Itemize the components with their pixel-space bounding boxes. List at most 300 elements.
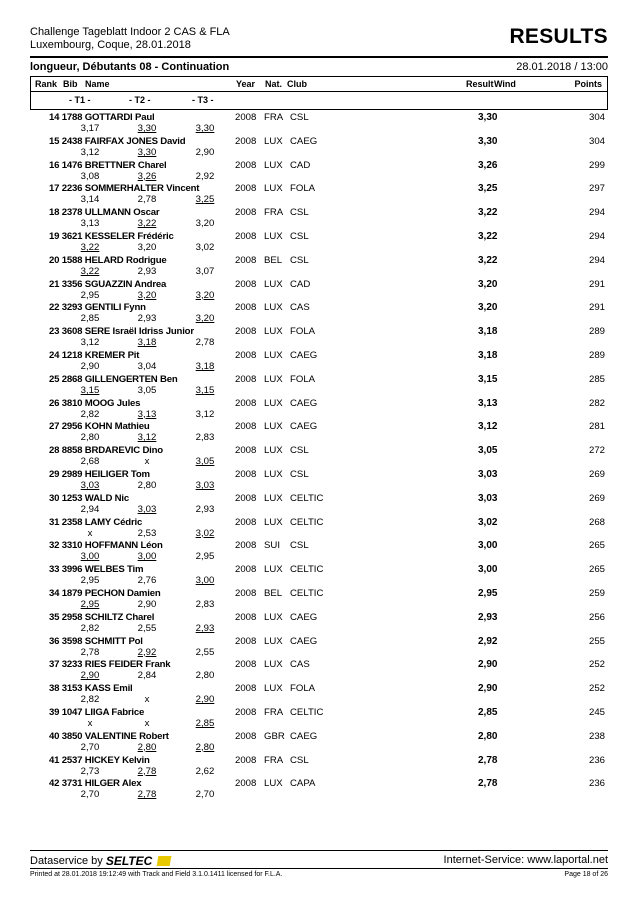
nationality: LUX (264, 445, 283, 457)
attempt-2: 2,55 (137, 622, 157, 634)
club: CSL (290, 230, 309, 242)
header-divider (30, 56, 608, 58)
athlete-name: 22 3293 GENTILI Fynn (49, 302, 146, 314)
year-of-birth: 2008 (235, 135, 257, 147)
club: CSL (290, 254, 309, 266)
points: 294 (588, 207, 605, 219)
result: 3,22 (478, 254, 498, 266)
year-of-birth: 2008 (235, 611, 257, 623)
attempt-1: 2,94 (80, 503, 100, 515)
attempt-1: 3,03 (80, 479, 100, 491)
attempt-2: 3,26 (137, 170, 157, 182)
club: CELTIC (290, 516, 324, 528)
athlete-name: 41 2537 HICKEY Kelvin (49, 754, 150, 766)
table-row (0, 350, 638, 374)
attempt-3: 2,95 (195, 551, 215, 563)
points: 285 (588, 373, 605, 385)
year-of-birth: 2008 (235, 302, 257, 314)
year-of-birth: 2008 (235, 373, 257, 385)
club: CAD (290, 278, 311, 290)
attempt-1: 2,95 (80, 289, 100, 301)
nationality: FRA (264, 207, 284, 219)
athlete-name: 40 3850 VALENTINE Robert (49, 730, 169, 742)
table-row (0, 707, 638, 731)
table-row (0, 659, 638, 683)
points: 291 (588, 278, 605, 290)
attempt-1: 2,82 (80, 408, 100, 420)
attempt-1: 2,82 (80, 694, 100, 706)
club: CSL (290, 540, 309, 552)
athlete-name: 33 3996 WELBES Tim (49, 564, 144, 576)
points: 304 (588, 135, 605, 147)
attempt-1: 2,70 (80, 741, 100, 753)
table-row (0, 160, 638, 184)
competition-title: longueur, Débutants 08 - Continuation (30, 61, 230, 73)
seltec-logo (106, 854, 174, 868)
attempt-2: 2,78 (137, 789, 157, 801)
club: FOLA (290, 373, 316, 385)
attempt-3: 2,92 (195, 170, 215, 182)
attempt-3: 3,20 (195, 218, 215, 230)
nationality: LUX (264, 326, 283, 338)
result: 3,20 (478, 278, 498, 290)
athlete-name: 20 1588 HELARD Rodrigue (49, 254, 167, 266)
athlete-name: 16 1476 BRETTNER Charel (49, 159, 167, 171)
club: CAS (290, 302, 310, 314)
athlete-name: 24 1218 KREMER Pit (49, 349, 140, 361)
athlete-name: 14 1788 GOTTARDI Paul (49, 112, 155, 123)
athlete-name: 19 3621 KESSELER Frédéric (49, 230, 174, 242)
points: 289 (588, 349, 605, 361)
nationality: LUX (264, 230, 283, 242)
attempt-1: 2,90 (80, 360, 100, 372)
club: CAEG (290, 135, 318, 147)
athlete-name: 25 2868 GILLENGERTEN Ben (49, 373, 178, 385)
result: 3,20 (478, 302, 498, 314)
club: CAEG (290, 611, 318, 623)
table-row (0, 374, 638, 398)
column-header-result: Result (466, 79, 494, 89)
nationality: FRA (264, 754, 284, 766)
year-of-birth: 2008 (235, 492, 257, 504)
result: 2,78 (478, 778, 498, 790)
attempt-1: 3,00 (80, 551, 100, 563)
attempt-3: 2,80 (195, 670, 215, 682)
attempt-3: 2,93 (195, 503, 215, 515)
nationality: LUX (264, 159, 283, 171)
result: 2,78 (478, 754, 498, 766)
attempt-3: 2,80 (195, 741, 215, 753)
athlete-name: 42 3731 HILGER Alex (49, 778, 142, 790)
attempt-2: 2,76 (137, 575, 157, 587)
club: CSL (290, 207, 309, 219)
column-header-t1: - T1 - (69, 95, 91, 105)
points: 272 (588, 445, 605, 457)
result: 3,13 (478, 397, 498, 409)
points: 268 (588, 516, 605, 528)
dataservice-credit (30, 854, 174, 868)
result: 2,90 (478, 683, 498, 695)
attempt-3: 3,20 (195, 313, 215, 325)
nationality: LUX (264, 183, 283, 195)
attempt-3: 2,83 (195, 598, 215, 610)
result: 3,22 (478, 230, 498, 242)
attempt-1: 3,12 (80, 337, 100, 349)
year-of-birth: 2008 (235, 754, 257, 766)
attempt-2: 3,12 (137, 432, 157, 444)
club: CAEG (290, 421, 318, 433)
nationality: LUX (264, 421, 283, 433)
points: 252 (588, 683, 605, 695)
footer-divider-2 (30, 868, 608, 869)
attempt-3: 3,07 (195, 265, 215, 277)
attempt-3: 2,93 (195, 622, 215, 634)
athlete-name: 18 2378 ULLMANN Oscar (49, 207, 160, 219)
column-header-t2: - T2 - (129, 95, 151, 105)
result: 3,12 (478, 421, 498, 433)
attempt-2: 3,05 (137, 384, 157, 396)
nationality: LUX (264, 492, 283, 504)
attempt-3: 2,90 (195, 694, 215, 706)
table-row (0, 445, 638, 469)
club: CAEG (290, 730, 318, 742)
attempt-1: 3,22 (80, 241, 100, 253)
athlete-name: 29 2989 HEILIGER Tom (49, 468, 150, 480)
attempt-2: 3,04 (137, 360, 157, 372)
nationality: BEL (264, 587, 283, 599)
attempt-1: 2,73 (80, 765, 100, 777)
result: 3,25 (478, 183, 498, 195)
athlete-name: 23 3608 SERE Israël Idriss Junior (49, 326, 194, 338)
table-row (0, 279, 638, 303)
table-header (30, 76, 608, 110)
attempt-1: 2,78 (80, 646, 100, 658)
result: 2,80 (478, 730, 498, 742)
table-row (0, 683, 638, 707)
nationality: LUX (264, 373, 283, 385)
year-of-birth: 2008 (235, 159, 257, 171)
year-of-birth: 2008 (235, 278, 257, 290)
points: 289 (588, 326, 605, 338)
attempt-3: 3,20 (195, 289, 215, 301)
column-header-name: Name (85, 79, 110, 89)
table-row (0, 231, 638, 255)
club: CAD (290, 159, 311, 171)
result: 3,03 (478, 468, 498, 480)
attempt-2: 3,20 (137, 241, 157, 253)
athlete-name: 36 3598 SCHMITT Pol (49, 635, 143, 647)
result: 3,02 (478, 516, 498, 528)
nationality: LUX (264, 564, 283, 576)
year-of-birth: 2008 (235, 587, 257, 599)
athlete-name: 32 3310 HOFFMANN Léon (49, 540, 163, 552)
athlete-name: 15 2438 FAIRFAX JONES David (49, 135, 186, 147)
result: 2,85 (478, 706, 498, 718)
athlete-name: 28 8858 BRDAREVIC Dino (49, 445, 163, 457)
year-of-birth: 2008 (235, 516, 257, 528)
athlete-name: 34 1879 PECHON Damien (49, 587, 161, 599)
column-header-wind: Wind (494, 79, 516, 89)
athlete-name: 26 3810 MOOG Jules (49, 397, 141, 409)
attempt-3: 3,18 (195, 360, 215, 372)
event-title: Challenge Tageblatt Indoor 2 CAS & FLA (30, 26, 230, 38)
nationality: LUX (264, 778, 283, 790)
club: CSL (290, 468, 309, 480)
attempt-3: 2,90 (195, 146, 215, 158)
nationality: LUX (264, 135, 283, 147)
club: CELTIC (290, 564, 324, 576)
club: CELTIC (290, 492, 324, 504)
attempt-2: 3,03 (137, 503, 157, 515)
points: 294 (588, 230, 605, 242)
attempt-1: x (87, 527, 93, 539)
attempt-1: 3,13 (80, 218, 100, 230)
year-of-birth: 2008 (235, 397, 257, 409)
points: 282 (588, 397, 605, 409)
attempt-2: x (144, 456, 150, 468)
points: 265 (588, 564, 605, 576)
attempt-3: 3,02 (195, 527, 215, 539)
nationality: LUX (264, 278, 283, 290)
points: 294 (588, 254, 605, 266)
attempt-2: 3,13 (137, 408, 157, 420)
attempt-3: 3,05 (195, 456, 215, 468)
table-row (0, 421, 638, 445)
table-row (0, 517, 638, 541)
club: FOLA (290, 683, 316, 695)
points: 236 (588, 754, 605, 766)
competition-datetime: 28.01.2018 / 13:00 (516, 61, 608, 73)
result: 3,05 (478, 445, 498, 457)
year-of-birth: 2008 (235, 349, 257, 361)
attempt-2: 2,93 (137, 313, 157, 325)
points: 255 (588, 635, 605, 647)
results-table (0, 112, 638, 802)
attempt-1: 2,80 (80, 432, 100, 444)
page-number: Page 18 of 26 (564, 871, 608, 878)
result: 2,92 (478, 635, 498, 647)
table-row (0, 612, 638, 636)
footer-divider (30, 850, 608, 851)
athlete-name: 37 3233 RIES FEIDER Frank (49, 659, 171, 671)
club: CSL (290, 445, 309, 457)
attempt-2: 3,20 (137, 289, 157, 301)
page-header (0, 0, 638, 60)
nationality: LUX (264, 397, 283, 409)
points: 297 (588, 183, 605, 195)
column-header-bib: Bib (63, 79, 78, 89)
attempt-3: 2,85 (195, 717, 215, 729)
nationality: LUX (264, 516, 283, 528)
attempt-1: 2,85 (80, 313, 100, 325)
nationality: LUX (264, 302, 283, 314)
nationality: BEL (264, 254, 283, 266)
column-header-club: Club (287, 79, 307, 89)
result: 2,93 (478, 611, 498, 623)
attempt-1: 2,82 (80, 622, 100, 634)
nationality: FRA (264, 112, 284, 123)
attempt-2: 2,78 (137, 765, 157, 777)
points: 236 (588, 778, 605, 790)
seltec-logo-text: SELTEC (105, 854, 153, 868)
attempt-1: 3,15 (80, 384, 100, 396)
attempt-3: 3,03 (195, 479, 215, 491)
attempt-2: 3,18 (137, 337, 157, 349)
year-of-birth: 2008 (235, 706, 257, 718)
result: 3,18 (478, 349, 498, 361)
table-row (0, 778, 638, 802)
table-row (0, 540, 638, 564)
year-of-birth: 2008 (235, 326, 257, 338)
club: CAS (290, 659, 310, 671)
attempt-3: 2,70 (195, 789, 215, 801)
points: 304 (588, 112, 605, 123)
points: 238 (588, 730, 605, 742)
result: 2,90 (478, 659, 498, 671)
table-row (0, 636, 638, 660)
nationality: LUX (264, 659, 283, 671)
club: CAPA (290, 778, 316, 790)
table-row (0, 136, 638, 160)
club: CAEG (290, 635, 318, 647)
result: 2,95 (478, 587, 498, 599)
nationality: LUX (264, 468, 283, 480)
column-header-nat: Nat. (265, 79, 283, 89)
nationality: LUX (264, 611, 283, 623)
attempt-2: 2,84 (137, 670, 157, 682)
year-of-birth: 2008 (235, 730, 257, 742)
attempt-3: 3,30 (195, 123, 215, 134)
athlete-name: 38 3153 KASS Emil (49, 683, 133, 695)
event-place: Luxembourg, Coque, 28.01.2018 (30, 39, 191, 51)
nationality: LUX (264, 635, 283, 647)
result: 3,15 (478, 373, 498, 385)
attempt-2: 3,00 (137, 551, 157, 563)
result: 3,00 (478, 564, 498, 576)
table-row (0, 755, 638, 779)
dataservice-label: Dataservice by (30, 854, 103, 867)
nationality: FRA (264, 706, 284, 718)
attempt-1: 3,14 (80, 194, 100, 206)
table-row (0, 255, 638, 279)
attempt-3: 3,00 (195, 575, 215, 587)
attempt-3: 3,15 (195, 384, 215, 396)
attempt-1: 2,95 (80, 598, 100, 610)
points: 269 (588, 468, 605, 480)
year-of-birth: 2008 (235, 254, 257, 266)
points: 265 (588, 540, 605, 552)
athlete-name: 27 2956 KOHN Mathieu (49, 421, 150, 433)
attempt-2: x (144, 717, 150, 729)
attempt-2: 2,93 (137, 265, 157, 277)
table-row (0, 588, 638, 612)
attempt-2: 2,78 (137, 194, 157, 206)
internet-service: Internet-Service: www.laportal.net (443, 854, 608, 866)
table-row (0, 469, 638, 493)
nationality: SUI (264, 540, 280, 552)
attempt-1: 2,95 (80, 575, 100, 587)
nationality: LUX (264, 349, 283, 361)
result: 3,30 (478, 112, 498, 123)
attempt-3: 3,12 (195, 408, 215, 420)
points: 252 (588, 659, 605, 671)
year-of-birth: 2008 (235, 683, 257, 695)
club: CELTIC (290, 706, 324, 718)
year-of-birth: 2008 (235, 468, 257, 480)
result: 3,18 (478, 326, 498, 338)
table-row (0, 731, 638, 755)
points: 256 (588, 611, 605, 623)
printed-info: Printed at 28.01.2018 19:12:49 with Track and Field 3.1.0.1411 licensed for F.L.A. (30, 871, 283, 878)
attempt-1: 2,90 (80, 670, 100, 682)
athlete-name: 35 2958 SCHILTZ Charel (49, 611, 155, 623)
attempt-2: 2,80 (137, 741, 157, 753)
year-of-birth: 2008 (235, 421, 257, 433)
year-of-birth: 2008 (235, 230, 257, 242)
attempt-2: 2,80 (137, 479, 157, 491)
athlete-name: 30 1253 WALD Nic (49, 492, 129, 504)
nationality: LUX (264, 683, 283, 695)
attempt-1: 3,12 (80, 146, 100, 158)
points: 299 (588, 159, 605, 171)
year-of-birth: 2008 (235, 635, 257, 647)
table-row (0, 564, 638, 588)
attempt-1: x (87, 717, 93, 729)
attempt-1: 2,68 (80, 456, 100, 468)
club: CAEG (290, 349, 318, 361)
table-row (0, 493, 638, 517)
header-separator (31, 91, 607, 92)
year-of-birth: 2008 (235, 445, 257, 457)
attempt-2: 2,90 (137, 598, 157, 610)
year-of-birth: 2008 (235, 564, 257, 576)
club: FOLA (290, 183, 316, 195)
attempt-3: 2,83 (195, 432, 215, 444)
athlete-name: 17 2236 SOMMERHALTER Vincent (49, 183, 200, 195)
attempt-3: 2,62 (195, 765, 215, 777)
attempt-2: 2,53 (137, 527, 157, 539)
column-header-rank: Rank (35, 79, 58, 89)
points: 281 (588, 421, 605, 433)
attempt-1: 3,22 (80, 265, 100, 277)
year-of-birth: 2008 (235, 659, 257, 671)
attempt-3: 3,25 (195, 194, 215, 206)
attempt-2: 3,22 (137, 218, 157, 230)
athlete-name: 31 2358 LAMY Cédric (49, 516, 143, 528)
attempt-2: 2,92 (137, 646, 157, 658)
column-header-t3: - T3 - (192, 95, 214, 105)
attempt-1: 2,70 (80, 789, 100, 801)
table-row (0, 326, 638, 350)
attempt-1: 3,08 (80, 170, 100, 182)
year-of-birth: 2008 (235, 183, 257, 195)
result: 3,26 (478, 159, 498, 171)
table-row (0, 302, 638, 326)
attempt-2: 3,30 (137, 123, 157, 134)
table-row (0, 183, 638, 207)
attempt-1: 3,17 (80, 123, 100, 134)
attempt-3: 3,02 (195, 241, 215, 253)
table-row (0, 207, 638, 231)
club: CSL (290, 754, 309, 766)
club: FOLA (290, 326, 316, 338)
nationality: GBR (264, 730, 285, 742)
attempt-3: 2,55 (195, 646, 215, 658)
club: CELTIC (290, 587, 324, 599)
athlete-name: 39 1047 LIIGA Fabrice (49, 706, 145, 718)
column-header-points: Points (574, 79, 602, 89)
attempt-2: 3,30 (137, 146, 157, 158)
